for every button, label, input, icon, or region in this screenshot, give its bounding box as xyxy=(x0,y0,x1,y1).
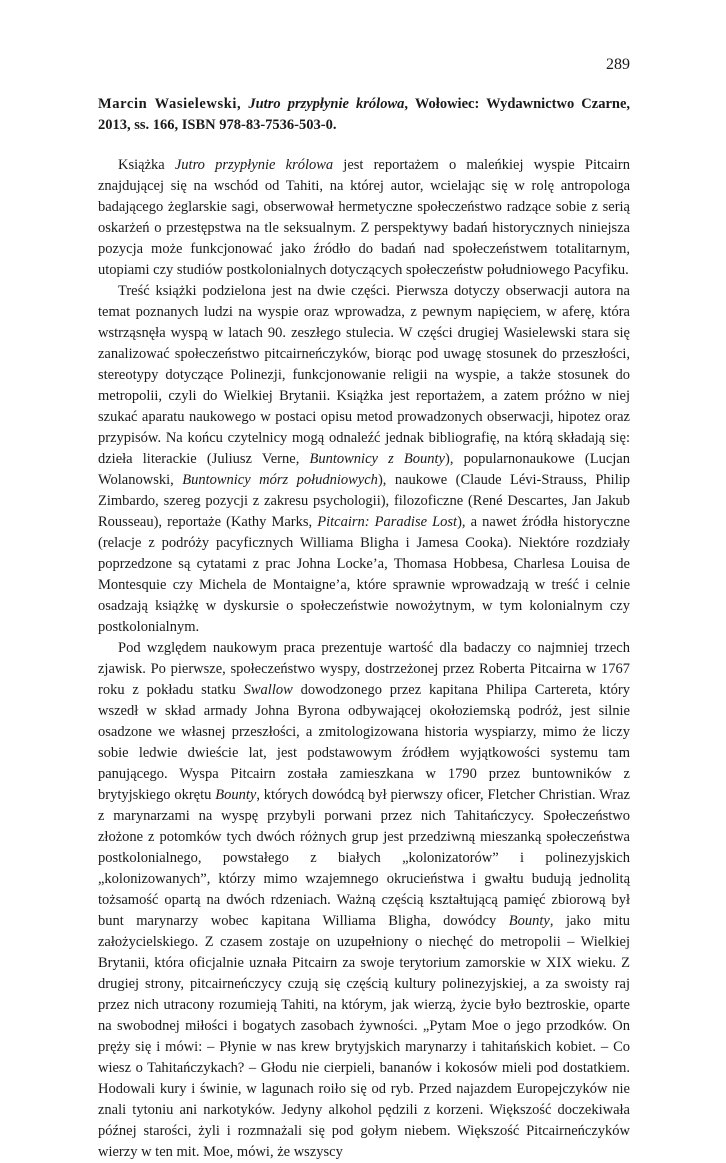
paragraph-text: jest reportażem o maleńkiej wyspie Pitcairn znajdującej się na wschód od Tahiti, na której autor, wcielając się w rolę antropologa badającego żeglarskie sagi, obserwował hermetyczne społeczeństwo radzące sobie z serią oskarżeń o przestępstwa na tle seksualnym. Z perspektywy badań historycznych niniejsza pozycja może funkcjonować jako źródło do badań nad społeczeństwem totalitarnym, utopiami czy studiów postkolonialnych dotyczących społeczeństw południowego Pacyfiku. xyxy=(98,157,630,278)
paragraph-text: Treść książki podzielona jest na dwie części. Pierwsza dotyczy obserwacji autora na temat poznanych ludzi na wyspie oraz wprowadza, z pewnym napięciem, w aferę, która wstrząsnęła wyspą w latach 90. zeszłego stulecia. W części drugiej Wasielewski stara się zanalizować społeczeństwo pitcairneńczyków, biorąc pod uwagę stosunek do przeszłości, stereotypy dotyczące Polinezji, funkcjonowanie religii na wyspie, a także stosunek do metropolii, czyli do Wielkiej Brytanii. Książka jest reportażem, a zatem próżno w niej szukać aparatu naukowego w postaci opisu metod prowadzonych obserwacji, hipotez oraz przypisów. Na końcu czytelnicy mogą odnaleźć jednak bibliografię, na którą składają się: dzieła literackie (Juliusz Verne, xyxy=(98,283,630,467)
review-heading xyxy=(98,94,630,136)
review-publication-details: , Wołowiec: Wydawnictwo Czarne, 2013, ss. 166, ISBN 978-83-7536-503-0. xyxy=(98,96,631,133)
italic-book-title: Pitcairn: Paradise Lost xyxy=(317,514,458,530)
paragraph-text: , jako mitu założycielskiego. Z czasem zostaje on uzupełniony o niechęć do metropolii – Wielkiej Brytanii, która oficjalnie uznała Pitcairn za swoje terytorium zamorskie w XIX wieku. Z drugiej strony, pitcairneńczycy czują się częścią kultury polinezyjskiej, a za swoisty raj przez nich utracony rozumieją Tahiti, na którym, jak wierzą, życie było beztroskie, oparte na swobodnej miłości i bogatych zasobach żywności. „Pytam Moe o jego przodków. On pręży się i mówi: – Płynie w nas krew brytyjskich marynarzy i tahitańskich kobiet. – Co wiesz o Tahitańczykach? – Głodu nie cierpieli, bananów i kokosów mieli pod dostatkiem. Hodowali kury i świnie, w lagunach roiło się od ryb. Przed najazdem Europejczyków nie znali tytoniu ani narkotyków. Jedyny alkohol pędzili z korzeni. Większość doczekiwała późnej starości, żyli i rozmnażali się pod gołym niebem. Większość Pitcairneńczyków wierzy w ten mit. Moe, mówi, że wszyscy xyxy=(98,913,630,1160)
paragraph-text: Książka xyxy=(118,157,175,173)
italic-book-title: Buntownicy mórz południowych xyxy=(182,472,378,488)
review-book-title: Jutro przypłynie królowa xyxy=(248,96,405,112)
paragraph-text: Pod względem naukowym praca prezentuje wartość dla badaczy co najmniej trzech zjawisk. Po pierwsze, społeczeństwo wyspy, dostrzeżonej przez Roberta Pitcairna w 1767 roku z pokładu statku xyxy=(98,640,630,698)
review-author: Marcin Wasielewski, xyxy=(98,96,242,112)
review-body xyxy=(98,155,630,1163)
italic-book-title: Jutro przypłynie królowa xyxy=(174,157,334,173)
paragraph-2 xyxy=(98,281,630,638)
paragraph-text: ), popularnonaukowe (Lucjan Wolanowski, xyxy=(98,451,630,488)
paragraph-text: dowodzonego przez kapitana Philipa Cartereta, który wszedł w skład armady Johna Byrona odbywającej okołoziemską podróż, jest silnie osadzone we własnej przeszłości, a zmitologizowana historia wyspiarzy, mimo że liczy sobie ledwie dwieście lat, jest podstawowym źródłem wyjątkowości systemu tam panującego. Wyspa Pitcairn została zamieszkana w 1790 przez buntowników z brytyjskiego okrętu xyxy=(98,682,630,803)
paragraph-1 xyxy=(98,155,630,281)
page-number: 289 xyxy=(606,56,630,73)
italic-book-title: Buntownicy z Bounty xyxy=(309,451,445,467)
italic-ship-name: Bounty xyxy=(508,913,550,929)
paragraph-3 xyxy=(98,638,630,1163)
paragraph-text: ), a nawet źródła historyczne (relacje z podróży pacyficznych Williama Bligha i Jamesa Cooka). Niektóre rozdziały poprzedzone są cytatami z prac Johna Locke’a, Thomasa Hobbesa, Charlesa Louisa de Montesquie czy Michela de Montaigne’a, które sprawnie wprowadzają w treść i celnie osadzają książkę w dyskursie o społeczeństwie nowożytnym, w tym kolonialnym czy postkolonialnym. xyxy=(98,514,630,635)
paragraph-text: ), naukowe (Claude Lévi‑Strauss, Philip Zimbardo, szereg pozycji z zakresu psychologii), filozoficzne (René Descartes, Jan Jakub Rousseau), reportaże (Kathy Marks, xyxy=(98,472,630,530)
italic-ship-name: Swallow xyxy=(243,682,293,698)
paragraph-text: , których dowódcą był pierwszy oficer, Fletcher Christian. Wraz z marynarzami na wyspę przybyli porwani przez nich Tahitańczycy. Społeczeństwo złożone z potomków tych dwóch różnych grup jest przedziwną mieszanką społeczeństwa postkolonialnego, powstałego z białych „kolonizatorów” i polinezyjskich „kolonizowanych”, którzy mimo wzajemnego okrucieństwa i gwałtu budują jednolitą tożsamość opartą na dwóch rdzeniach. Ważną częścią kształtującą pamięć zbiorową był bunt marynarzy wobec kapitana Williama Bligha, dowódcy xyxy=(98,787,630,929)
page-content xyxy=(98,94,630,1163)
italic-ship-name: Bounty xyxy=(215,787,257,803)
